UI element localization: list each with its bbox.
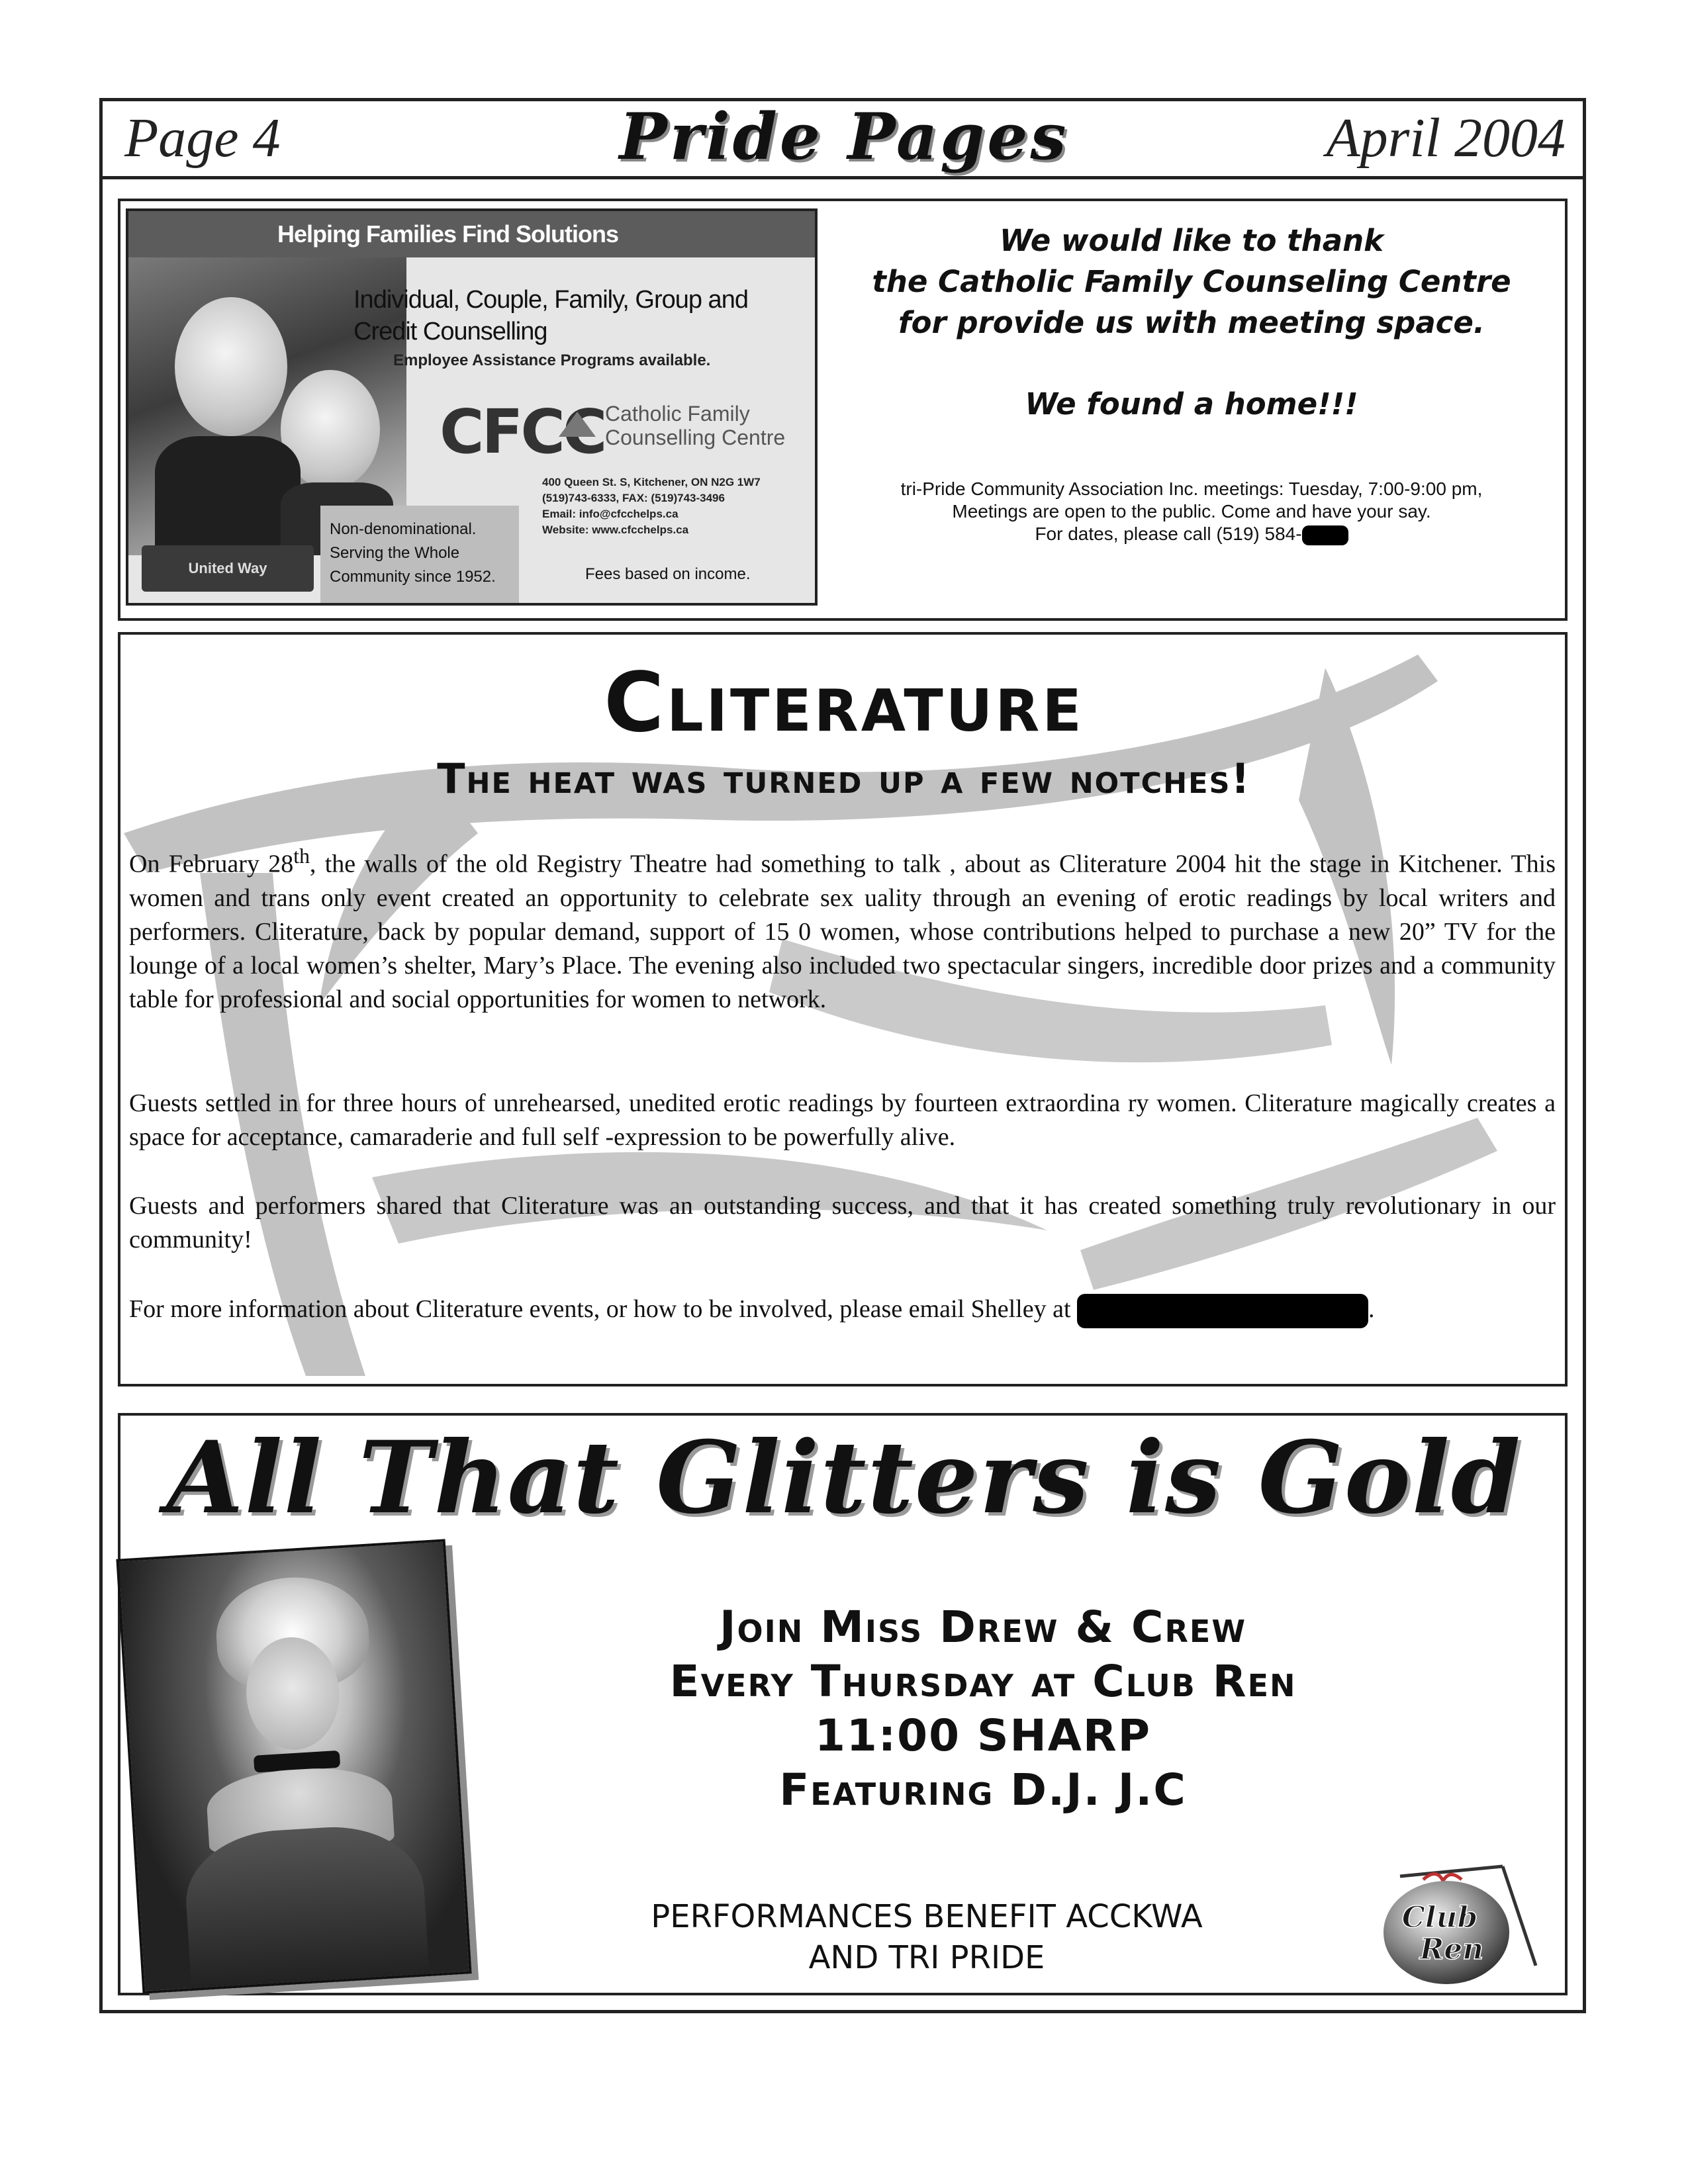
cfcc-name-line1: Catholic Family	[605, 402, 750, 426]
cfcc-services-line1: Individual, Couple, Family, Group and	[353, 286, 748, 314]
page-number: Page 4	[124, 107, 281, 169]
cfcc-services	[353, 284, 804, 347]
thursday-line: Every Thursday at Club Ren	[669, 1656, 1297, 1707]
cliterature-paragraph-3: Guests and performers shared that Cliterature was an outstanding success, and that it has created something truly revolutionary in our community!	[129, 1192, 1556, 1253]
header-rule	[99, 176, 1586, 179]
p4-end: .	[1368, 1295, 1375, 1323]
found-home-line: We found a home!!!	[1025, 387, 1358, 422]
club-ren-logo	[1360, 1853, 1546, 1985]
glitters-title: All That Glitters is Gold	[166, 1420, 1522, 1536]
cfcc-name-line2: Counselling Centre	[605, 426, 786, 449]
cfcc-services-line2: Credit Counselling	[353, 318, 547, 345]
meeting-line3	[827, 523, 1556, 545]
meeting-line2: Meetings are open to the public. Come and have your say.	[952, 501, 1431, 522]
p4-text: For more information about Cliterature events, or how to be involved, please email Shelley at	[129, 1295, 1071, 1323]
cliterature-paragraph-1	[129, 839, 1556, 1017]
issue-date: April 2004	[1326, 107, 1566, 169]
united-way-logo: United Way	[142, 545, 314, 592]
p1-superscript: th	[293, 844, 310, 868]
cliterature-paragraph-4	[129, 1293, 1556, 1328]
cfcc-phone: (519)743-6333, FAX: (519)743-3496	[542, 492, 725, 504]
cliterature-title: Cliterature	[604, 655, 1084, 751]
cfcc-advertisement	[126, 208, 818, 606]
meeting-phone: For dates, please call (519) 584-	[1035, 523, 1302, 544]
phone-redaction	[1302, 525, 1348, 545]
meeting-line1: tri-Pride Community Association Inc. meetings: Tuesday, 7:00-9:00 pm,	[900, 478, 1483, 499]
cfcc-nondenominational-box	[320, 506, 519, 605]
time-line: 11:00 SHARP	[814, 1710, 1152, 1761]
cfcc-eap-note: Employee Assistance Programs available.	[393, 351, 711, 369]
dj-line: Featuring D.J. J.C	[779, 1764, 1187, 1815]
performances-line2: AND TRI PRIDE	[808, 1939, 1045, 1976]
nondenom-line2: Serving the Whole	[330, 544, 460, 562]
club-logo-line2: Ren	[1419, 1933, 1484, 1966]
performances-line1: PERFORMANCES BENEFIT ACCKWA	[651, 1898, 1203, 1935]
cfcc-address: 400 Queen St. S, Kitchener, ON N2G 1W7	[542, 476, 761, 488]
thanks-line1: We would like to thank	[999, 223, 1384, 258]
nondenom-line1: Non-denominational.	[330, 520, 477, 538]
p1-after: , the walls of the old Registry Theatre had something to talk , about as Cliterature 2004 hit the stage in Kitchener. This women and trans only event created an opportunity to celebrate sex uality through an evening of erotic readings by local writers and performers. Cliterature, back by popular demand, support of 15 0 women, whose contributions helped to purchase a new 20” TV for the lounge of a local women’s shelter, Mary’s Place. The evening also included two spectacular singers, incredible door prizes and a community table for professional and social opportunities for women to network.	[129, 850, 1556, 1013]
thank-you-message	[827, 220, 1556, 343]
cliterature-subtitle: The heat was turned up a few notches!	[437, 754, 1251, 803]
p1-before: On February 28	[129, 850, 294, 878]
thanks-line3: for provide us with meeting space.	[898, 305, 1485, 340]
meeting-info	[827, 478, 1556, 545]
mother-face	[175, 297, 287, 436]
cliterature-paragraph-2: Guests settled in for three hours of unrehearsed, unedited erotic readings by fourteen extraordina ry women. Cliterature magically creates a space for acceptance, camaraderie and full self -expression to be powerfully alive.	[129, 1089, 1556, 1151]
cfcc-banner: Helping Families Find Solutions	[128, 211, 815, 257]
masthead: Pride Pages	[619, 99, 1069, 174]
mother-clothing	[155, 436, 301, 555]
cfcc-roof-logo-icon	[559, 412, 596, 437]
thanks-line2: the Catholic Family Counseling Centre	[872, 264, 1511, 299]
cfcc-fees: Fees based on income.	[585, 565, 751, 583]
nondenom-line3: Community since 1952.	[330, 568, 496, 586]
cfcc-email: Email: info@cfcchelps.ca	[542, 508, 679, 520]
cfcc-name	[605, 402, 785, 449]
email-redaction	[1077, 1294, 1368, 1328]
cfcc-contact	[542, 475, 807, 538]
club-logo-line1: Club	[1401, 1901, 1478, 1934]
cfcc-logo: CFCC	[440, 396, 605, 467]
cfcc-website: Website: www.cfcchelps.ca	[542, 523, 689, 536]
join-line: Join Miss Drew & Crew	[719, 1602, 1247, 1653]
